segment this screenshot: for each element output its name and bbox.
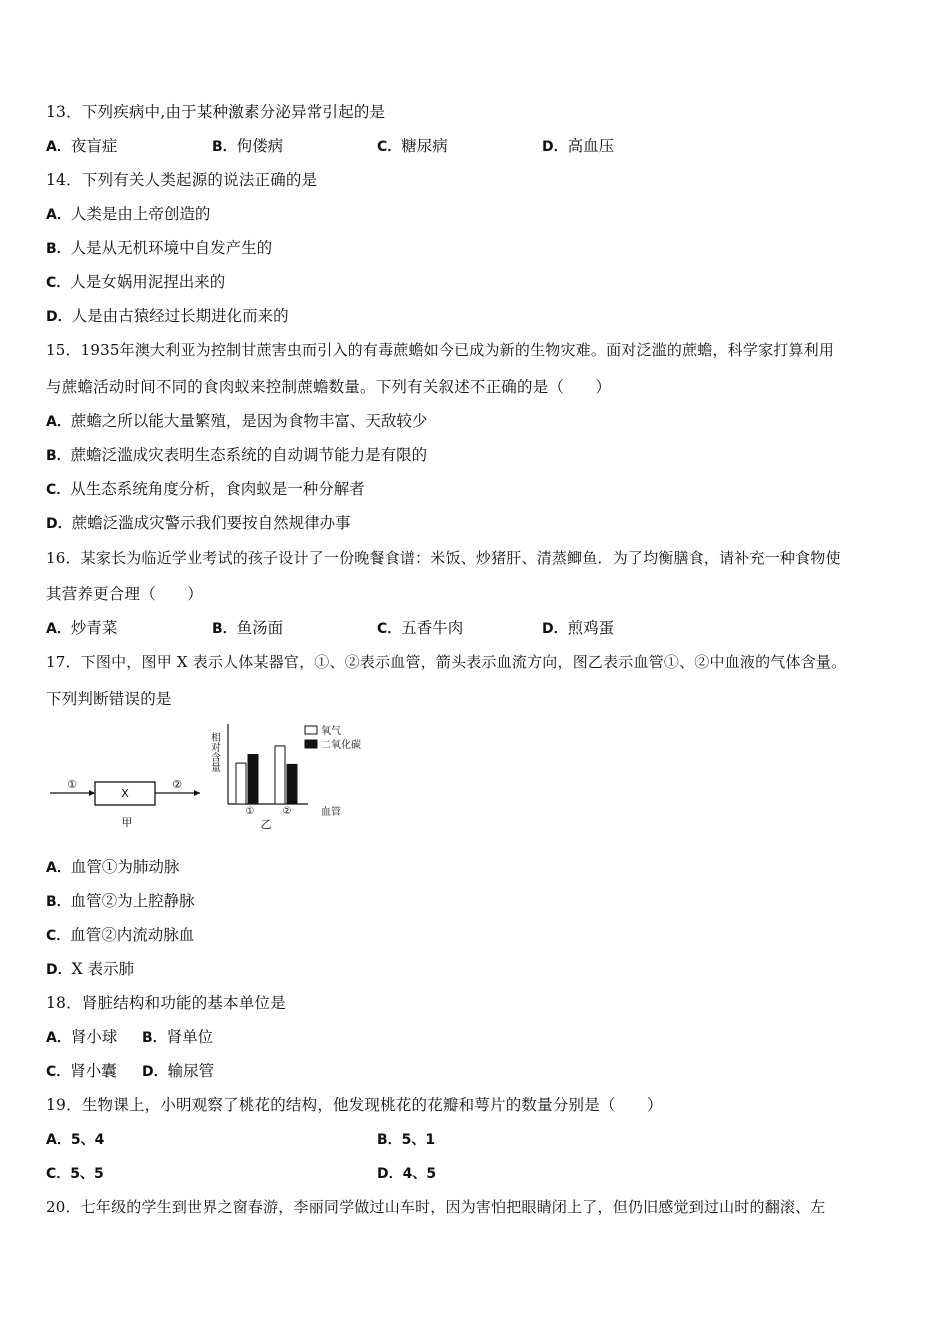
option-letter: D．	[46, 516, 72, 532]
caption-jia: 甲	[121, 816, 133, 829]
chart-yi	[209, 724, 362, 831]
legend-co2-swatch	[305, 740, 317, 748]
q14-option-b	[46, 238, 272, 259]
option-text: 输尿管	[167, 1062, 215, 1080]
option-text: 血管②为上腔静脉	[70, 892, 195, 910]
option-text: 人是女娲用泥捏出来的	[70, 273, 226, 291]
q15-option-b	[46, 445, 427, 466]
option-text: 高血压	[567, 137, 615, 155]
q17-figure	[46, 722, 386, 840]
q20-stem: 20．七年级的学生到世界之窗春游，李丽同学做过山车时，因为害怕把眼睛闭上了，但仍旧感觉到过山时的翻滚、左	[46, 1198, 826, 1216]
q18-stem: 18．肾脏结构和功能的基本单位是	[46, 994, 286, 1012]
inflow-arrowhead	[89, 790, 95, 796]
option-text: 肾小囊	[70, 1062, 117, 1080]
outflow-arrowhead	[194, 790, 200, 796]
q13-option-b	[212, 136, 283, 157]
option-letter: C．	[46, 928, 71, 944]
q18-option-c	[46, 1061, 117, 1082]
q15-option-d	[46, 513, 351, 534]
option-text: 肾小球	[70, 1028, 118, 1046]
option-letter: C．	[46, 1064, 71, 1080]
bar-oxygen-vessel-2	[275, 746, 285, 804]
option-letter: C．	[377, 139, 402, 155]
y-axis-label: 相对含量	[208, 732, 220, 772]
option-letter: D．	[377, 1166, 403, 1182]
option-letter: A．	[46, 1030, 71, 1046]
option-text: 5、4	[70, 1132, 105, 1148]
option-letter: A．	[46, 1132, 71, 1148]
option-text: 蔗蟾之所以能大量繁殖，是因为食物丰富、天敌较少	[70, 412, 428, 430]
q16-option-b	[212, 618, 283, 639]
diagram-jia	[50, 778, 200, 829]
vessel-1-label: ①	[67, 778, 77, 791]
q19-stem: 19．生物课上，小明观察了桃花的结构，他发现桃花的花瓣和萼片的数量分别是（ ）	[46, 1096, 663, 1114]
option-letter: C．	[46, 482, 71, 498]
option-letter: A．	[46, 621, 71, 637]
option-text: 血管②内流动脉血	[70, 926, 195, 944]
option-text: 肾单位	[166, 1028, 214, 1046]
q15-option-a	[46, 411, 427, 432]
q16-option-d	[542, 618, 614, 639]
x-tick-1: ①	[245, 806, 255, 817]
bar-oxygen-vessel-1	[236, 763, 246, 804]
option-text: 人是由古猿经过长期进化而来的	[71, 307, 289, 325]
option-text: 蔗蟾泛滥成灾警示我们要按自然规律办事	[71, 514, 351, 532]
q17-option-b	[46, 891, 195, 912]
q19-option-d	[377, 1163, 436, 1184]
option-text: 糖尿病	[401, 137, 448, 155]
q16-stem-line1: 16．某家长为临近学业考试的孩子设计了一份晚餐食谱：米饭、炒猪肝、清蒸鲫鱼．为了均衡膳食，请补充一种食物使	[46, 549, 841, 567]
q14-option-c	[46, 272, 225, 293]
option-text: 5、1	[401, 1132, 436, 1148]
q16-option-a	[46, 618, 117, 639]
option-letter: B．	[46, 241, 71, 257]
option-text: 五香牛肉	[401, 619, 464, 637]
q13-option-d	[542, 136, 614, 157]
q14-stem: 14．下列有关人类起源的说法正确的是	[46, 171, 318, 189]
option-letter: D．	[142, 1064, 168, 1080]
option-letter: C．	[377, 621, 402, 637]
option-letter: B．	[377, 1132, 402, 1148]
q17-option-a	[46, 857, 179, 878]
bar-co2-vessel-1	[248, 755, 258, 805]
option-letter: B．	[212, 621, 237, 637]
option-text: 蔗蟾泛滥成灾表明生态系统的自动调节能力是有限的	[70, 446, 428, 464]
q18-option-d	[142, 1061, 214, 1082]
option-text: 夜盲症	[70, 137, 118, 155]
option-letter: D．	[542, 139, 568, 155]
q19-option-a	[46, 1129, 104, 1150]
bar-co2-vessel-2	[287, 764, 297, 804]
option-text: 从生态系统角度分析，食肉蚁是一种分解者	[70, 480, 365, 498]
q16-option-c	[377, 618, 463, 639]
option-letter: B．	[212, 139, 237, 155]
option-text: 人是从无机环境中自发产生的	[70, 239, 273, 257]
option-letter: B．	[46, 448, 71, 464]
option-letter: D．	[46, 962, 72, 978]
q15-stem-line1: 15．1935年澳大利亚为控制甘蔗害虫而引入的有毒蔗蟾如今已成为新的生物灾难。面对泛滥的蔗蟾，科学家打算利用	[46, 341, 835, 359]
option-text: 鱼汤面	[236, 619, 284, 637]
option-letter: B．	[46, 894, 71, 910]
legend-oxygen-swatch	[305, 726, 317, 734]
q19-option-b	[377, 1129, 435, 1150]
q14-option-a	[46, 204, 210, 225]
option-letter: A．	[46, 139, 71, 155]
q17-option-d	[46, 959, 134, 980]
q17-stem-line2: 下列判断错误的是	[46, 690, 172, 708]
q13-option-a	[46, 136, 117, 157]
vessel-2-label: ②	[172, 778, 182, 791]
option-text: 5、5	[70, 1166, 104, 1182]
option-text: 血管①为肺动脉	[70, 858, 180, 876]
option-letter: A．	[46, 207, 71, 223]
option-text: 人类是由上帝创造的	[70, 205, 211, 223]
option-text: 煎鸡蛋	[567, 619, 615, 637]
q17-stem-line1: 17．下图中，图甲 X 表示人体某器官，①、②表示血管，箭头表示血流方向，图乙表示血管①、②中血液的气体含量。	[46, 653, 847, 671]
option-letter: D．	[542, 621, 568, 637]
option-letter: C．	[46, 275, 71, 291]
option-text: 炒青菜	[70, 619, 118, 637]
option-text: 4、5	[402, 1166, 437, 1182]
q15-stem-line2: 与蔗蟾活动时间不同的食肉蚁来控制蔗蟾数量。下列有关叙述不正确的是（ ）	[46, 378, 612, 396]
x-tick-2: ②	[282, 806, 292, 817]
q17-option-c	[46, 925, 194, 946]
q19-option-c	[46, 1163, 104, 1184]
x-axis-label: 血管	[321, 807, 341, 818]
q18-option-a	[46, 1027, 117, 1048]
option-letter: D．	[46, 309, 72, 325]
q13-option-c	[377, 136, 448, 157]
q18-option-b	[142, 1027, 213, 1048]
caption-yi: 乙	[260, 818, 272, 831]
organ-x-label: X	[121, 787, 129, 800]
q16-stem-line2: 其营养更合理（ ）	[46, 585, 204, 603]
option-letter: C．	[46, 1166, 71, 1182]
q15-option-c	[46, 479, 365, 500]
legend-oxygen-label: 氧气	[321, 726, 341, 737]
option-text: 佝偻病	[236, 137, 284, 155]
legend-co2-label: 二氧化碳	[321, 740, 361, 751]
option-text: X 表示肺	[71, 960, 135, 978]
option-letter: B．	[142, 1030, 167, 1046]
option-letter: A．	[46, 860, 71, 876]
q14-option-d	[46, 306, 289, 327]
q13-stem: 13．下列疾病中,由于某种激素分泌异常引起的是	[46, 103, 386, 121]
option-letter: A．	[46, 414, 71, 430]
